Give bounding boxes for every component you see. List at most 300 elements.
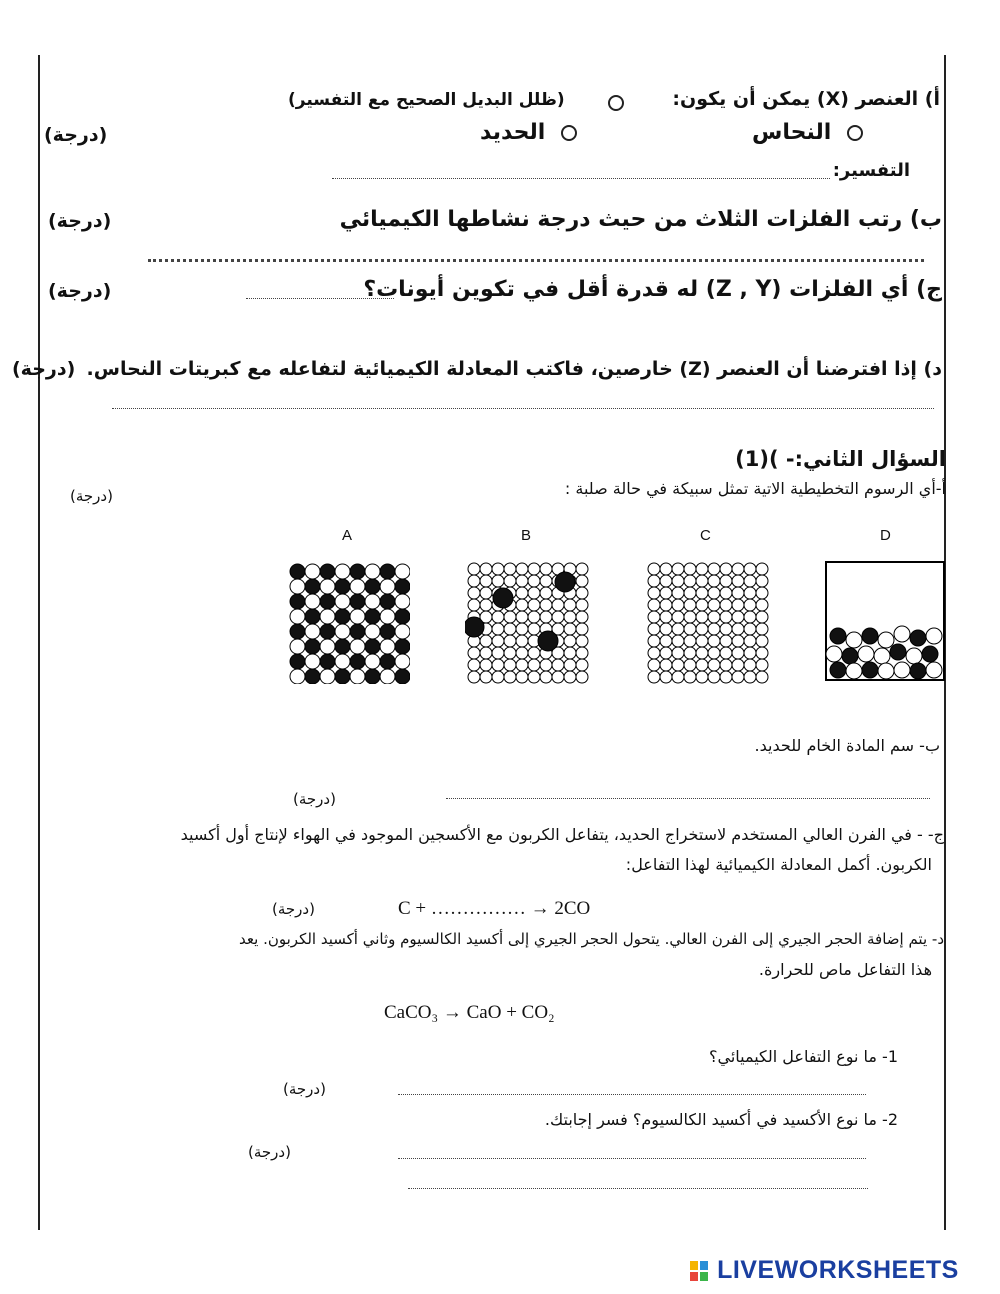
particle <box>648 587 660 599</box>
particle <box>894 662 910 678</box>
particle <box>320 639 335 654</box>
particle <box>380 594 395 609</box>
particle <box>516 671 528 683</box>
particle <box>744 623 756 635</box>
particle <box>365 564 380 579</box>
particle <box>528 599 540 611</box>
particle <box>732 575 744 587</box>
q1-d-question: د) إذا افترضنا أن العنصر (Z) خارصين، فاكتب المعادلة الكيميائية لتفاعله مع كبريتات النحاس. <box>86 358 942 380</box>
q1-c-grade: (درجة) <box>48 280 112 302</box>
q2-sub1-answer-line[interactable] <box>398 1094 866 1095</box>
particle <box>350 609 365 624</box>
particle <box>350 624 365 639</box>
particle <box>290 579 305 594</box>
radio-iron-icon[interactable] <box>561 125 577 141</box>
particle <box>648 647 660 659</box>
particle <box>672 635 684 647</box>
particle <box>826 646 842 662</box>
particle <box>660 647 672 659</box>
particle <box>720 635 732 647</box>
particle <box>576 587 588 599</box>
particle <box>744 599 756 611</box>
particle <box>540 599 552 611</box>
particle <box>660 587 672 599</box>
particle <box>492 635 504 647</box>
particle <box>720 587 732 599</box>
option-iron-label: الحديد <box>480 120 546 145</box>
q2-b-question: ب- سم المادة الخام للحديد. <box>754 736 940 755</box>
particle <box>380 654 395 669</box>
particle <box>516 659 528 671</box>
particle <box>874 648 890 664</box>
particle <box>320 594 335 609</box>
particle <box>492 647 504 659</box>
particle <box>504 635 516 647</box>
particle <box>648 635 660 647</box>
particle <box>350 594 365 609</box>
particle <box>516 647 528 659</box>
particle <box>732 623 744 635</box>
particle <box>648 575 660 587</box>
particle <box>468 599 480 611</box>
particle <box>720 647 732 659</box>
particle <box>672 575 684 587</box>
particle <box>696 599 708 611</box>
particle <box>290 669 305 684</box>
particle <box>720 659 732 671</box>
explanation-label: التفسير: <box>832 160 910 181</box>
particle <box>744 659 756 671</box>
particle <box>842 648 858 664</box>
particle <box>720 599 732 611</box>
particle <box>395 639 410 654</box>
particle <box>672 623 684 635</box>
particle <box>504 659 516 671</box>
particle <box>528 647 540 659</box>
particle <box>720 611 732 623</box>
q2-sub2-answer-line-2[interactable] <box>408 1188 868 1189</box>
particle <box>660 611 672 623</box>
option-copper-label: النحاس <box>752 120 832 145</box>
particle <box>365 624 380 639</box>
particle <box>744 611 756 623</box>
particle <box>305 594 320 609</box>
option-copper[interactable] <box>752 120 863 145</box>
particle <box>830 662 846 678</box>
particle <box>564 671 576 683</box>
particle <box>290 654 305 669</box>
particle <box>380 639 395 654</box>
particle <box>660 635 672 647</box>
particle <box>756 659 768 671</box>
particle <box>564 611 576 623</box>
particle <box>696 575 708 587</box>
particle <box>480 575 492 587</box>
particle <box>672 587 684 599</box>
particle <box>708 563 720 575</box>
particle <box>684 635 696 647</box>
particle <box>540 563 552 575</box>
diagram-label-c: C <box>700 527 711 544</box>
particle <box>744 647 756 659</box>
particle <box>504 563 516 575</box>
particle <box>672 611 684 623</box>
particle <box>290 564 305 579</box>
particle <box>365 579 380 594</box>
particle <box>335 669 350 684</box>
particle <box>395 609 410 624</box>
particle <box>696 587 708 599</box>
particle <box>335 609 350 624</box>
particle <box>468 563 480 575</box>
particle <box>684 659 696 671</box>
particle <box>922 646 938 662</box>
particle <box>480 599 492 611</box>
particle <box>708 623 720 635</box>
particle <box>305 609 320 624</box>
particle <box>516 575 528 587</box>
particle <box>576 575 588 587</box>
particle <box>528 623 540 635</box>
particle <box>380 579 395 594</box>
q2-c-question-line2: الكربون. أكمل المعادلة الكيميائية لهذا التفاعل: <box>625 855 932 874</box>
particle <box>335 654 350 669</box>
left-border-line <box>38 55 40 1230</box>
particle <box>660 599 672 611</box>
particle <box>732 587 744 599</box>
particle <box>395 654 410 669</box>
particle <box>684 611 696 623</box>
q1-a-header-radio[interactable] <box>608 92 624 111</box>
particle <box>576 611 588 623</box>
particle <box>696 647 708 659</box>
particle <box>395 669 410 684</box>
particle <box>552 599 564 611</box>
particle <box>350 564 365 579</box>
particle <box>290 594 305 609</box>
particle <box>335 639 350 654</box>
particle <box>468 575 480 587</box>
particle <box>862 662 878 678</box>
particle <box>720 623 732 635</box>
particle <box>504 671 516 683</box>
q2-d-question-line1: د- يتم إضافة الحجر الجيري إلى الفرن العالي. يتحول الحجر الجيري إلى أكسيد الكالسيوم وثاني أكسيد الكربون. يعد <box>239 930 944 948</box>
particle <box>335 594 350 609</box>
q2-c-question-line1: ج- - في الفرن العالي المستخدم لاستخراج الحديد، يتفاعل الكربون مع الأكسجين الموجود في الهواء لإنتاج أول أكسيد <box>180 825 944 844</box>
q1-b-answer-line[interactable] <box>148 259 924 262</box>
liveworksheets-logo-icon <box>690 1261 708 1281</box>
particle <box>335 564 350 579</box>
particle <box>858 646 874 662</box>
particle <box>468 587 480 599</box>
particle <box>290 639 305 654</box>
particle <box>516 587 528 599</box>
particle <box>480 647 492 659</box>
dopant-atom <box>493 588 513 608</box>
particle <box>906 648 922 664</box>
particle <box>744 635 756 647</box>
particle <box>290 609 305 624</box>
q2-title: السؤال الثاني:- )(1) <box>735 447 946 471</box>
particle <box>540 659 552 671</box>
particle <box>846 663 862 679</box>
diagram-label-a: A <box>342 527 353 544</box>
particle <box>564 647 576 659</box>
particle <box>564 659 576 671</box>
particle <box>756 587 768 599</box>
particle <box>576 671 588 683</box>
diagram-a[interactable] <box>286 560 410 684</box>
diagram-b[interactable] <box>465 560 589 684</box>
particle <box>732 599 744 611</box>
diagram-d[interactable] <box>824 560 948 684</box>
particle <box>660 671 672 683</box>
particle <box>335 624 350 639</box>
particle <box>756 647 768 659</box>
particle <box>660 659 672 671</box>
q2-sub1-question: 1- ما نوع التفاعل الكيميائي؟ <box>708 1047 898 1066</box>
particle <box>672 659 684 671</box>
q1-a-question: أ) العنصر (X) يمكن أن يكون: <box>672 88 940 110</box>
particle <box>878 663 894 679</box>
particle <box>380 624 395 639</box>
particle <box>480 671 492 683</box>
particle <box>830 628 846 644</box>
particle <box>696 635 708 647</box>
particle <box>846 632 862 648</box>
particle <box>305 579 320 594</box>
particle <box>720 671 732 683</box>
q1-d-answer-line[interactable] <box>112 408 934 409</box>
particle <box>684 623 696 635</box>
particle <box>696 611 708 623</box>
particle <box>660 623 672 635</box>
particle <box>480 563 492 575</box>
particle <box>660 575 672 587</box>
q1-d-grade: (درجة) <box>12 358 76 380</box>
particle <box>305 639 320 654</box>
particle <box>708 647 720 659</box>
particle <box>672 599 684 611</box>
q2-sub2-answer-line-1[interactable] <box>398 1158 866 1159</box>
particle <box>335 579 350 594</box>
particle <box>320 609 335 624</box>
particle <box>894 626 910 642</box>
particle <box>756 563 768 575</box>
particle <box>684 563 696 575</box>
particle <box>492 623 504 635</box>
dopant-atom <box>555 572 575 592</box>
particle <box>732 647 744 659</box>
particle <box>320 579 335 594</box>
radio-icon <box>608 95 624 111</box>
particle <box>528 563 540 575</box>
particle <box>732 611 744 623</box>
particle <box>732 659 744 671</box>
particle <box>696 623 708 635</box>
particle <box>684 671 696 683</box>
particle <box>540 671 552 683</box>
particle <box>395 564 410 579</box>
particle <box>576 635 588 647</box>
particle <box>878 632 894 648</box>
particle <box>516 623 528 635</box>
particle <box>492 575 504 587</box>
particle <box>528 575 540 587</box>
particle <box>696 671 708 683</box>
particle <box>660 563 672 575</box>
particle <box>756 671 768 683</box>
particle <box>480 659 492 671</box>
particle <box>684 647 696 659</box>
particle <box>910 663 926 679</box>
particle <box>350 669 365 684</box>
particle <box>648 611 660 623</box>
particle <box>540 575 552 587</box>
particle <box>684 587 696 599</box>
particle <box>648 623 660 635</box>
particle <box>395 624 410 639</box>
q2-d-equation: CaCO₃ → CaO + CO₂ <box>384 1002 555 1023</box>
particle <box>720 563 732 575</box>
particle <box>516 563 528 575</box>
particle <box>708 599 720 611</box>
particle <box>576 647 588 659</box>
q2-sub2-grade: (درجة) <box>248 1143 291 1161</box>
particle <box>516 635 528 647</box>
q2-a-question: أ-أي الرسوم التخطيطية الاتية تمثل سبيكة في حالة صلبة : <box>564 479 946 498</box>
dopant-atom <box>538 631 558 651</box>
particle <box>684 599 696 611</box>
particle <box>552 611 564 623</box>
particle <box>732 671 744 683</box>
particle <box>720 575 732 587</box>
particle <box>744 671 756 683</box>
particle <box>552 659 564 671</box>
particle <box>528 587 540 599</box>
particle <box>350 654 365 669</box>
particle <box>708 671 720 683</box>
diagram-label-b: B <box>521 527 532 544</box>
particle <box>380 564 395 579</box>
q1-b-question: ب) رتب الفلزات الثلاث من حيث درجة نشاطها الكيميائي <box>339 207 942 232</box>
particle <box>756 611 768 623</box>
particle <box>744 587 756 599</box>
particle <box>480 587 492 599</box>
particle <box>672 647 684 659</box>
particle <box>648 671 660 683</box>
diagram-label-d: D <box>880 527 891 544</box>
particle <box>365 594 380 609</box>
particle <box>468 659 480 671</box>
particle <box>576 623 588 635</box>
particle <box>576 659 588 671</box>
q1-a-instruction: (ظلل البديل الصحيح مع التفسير) <box>288 90 565 110</box>
particle <box>305 624 320 639</box>
radio-copper-icon[interactable] <box>847 125 863 141</box>
particle <box>504 623 516 635</box>
particle <box>350 639 365 654</box>
particle <box>708 635 720 647</box>
particle <box>320 564 335 579</box>
q1-c-question: ج) أي الفلزات (Z , Y) له قدرة أقل في تكوين أيونات؟ <box>363 277 942 302</box>
particle <box>504 647 516 659</box>
particle <box>552 671 564 683</box>
particle <box>648 599 660 611</box>
particle <box>540 611 552 623</box>
particle <box>350 579 365 594</box>
liveworksheets-logo-text: LIVEWORKSHEETS <box>717 1256 959 1284</box>
q2-c-equation[interactable]: C + …………… → 2CO <box>398 898 591 919</box>
particle <box>696 659 708 671</box>
particle <box>468 647 480 659</box>
particle <box>576 563 588 575</box>
particle <box>756 623 768 635</box>
particle <box>756 635 768 647</box>
particle <box>468 671 480 683</box>
q1-c-answer-line[interactable] <box>246 298 394 299</box>
diagram-c[interactable] <box>645 560 769 684</box>
dopant-atom <box>465 617 484 637</box>
particle <box>528 659 540 671</box>
particle <box>504 611 516 623</box>
particle <box>708 611 720 623</box>
particle <box>516 611 528 623</box>
explanation-answer-line[interactable] <box>332 178 830 179</box>
particle <box>365 654 380 669</box>
particle <box>926 628 942 644</box>
particle <box>696 563 708 575</box>
q1-b-grade: (درجة) <box>48 210 112 232</box>
option-iron[interactable] <box>480 120 577 145</box>
particle <box>380 609 395 624</box>
particle <box>672 671 684 683</box>
q2-d-question-line2: هذا التفاعل ماص للحرارة. <box>758 960 932 979</box>
particle <box>708 587 720 599</box>
particle <box>380 669 395 684</box>
q2-sub1-grade: (درجة) <box>283 1080 326 1098</box>
particle <box>492 611 504 623</box>
particle <box>365 669 380 684</box>
q2-sub2-question: 2- ما نوع الأكسيد في أكسيد الكالسيوم؟ فسر إجابتك. <box>544 1110 898 1129</box>
particle <box>744 575 756 587</box>
particle <box>732 563 744 575</box>
particle <box>365 609 380 624</box>
particle <box>564 599 576 611</box>
particle <box>648 659 660 671</box>
particle <box>516 599 528 611</box>
particle <box>732 635 744 647</box>
q2-b-grade: (درجة) <box>293 790 336 808</box>
particle <box>862 628 878 644</box>
particle <box>910 630 926 646</box>
particle <box>540 587 552 599</box>
particle <box>564 635 576 647</box>
particle <box>564 623 576 635</box>
particle <box>708 575 720 587</box>
particle <box>395 594 410 609</box>
particle <box>576 599 588 611</box>
particle <box>320 624 335 639</box>
particle <box>756 575 768 587</box>
q2-b-answer-line[interactable] <box>446 798 930 799</box>
particle <box>305 564 320 579</box>
particle <box>504 575 516 587</box>
particle <box>672 563 684 575</box>
particle <box>320 654 335 669</box>
particle <box>480 635 492 647</box>
particle <box>492 659 504 671</box>
